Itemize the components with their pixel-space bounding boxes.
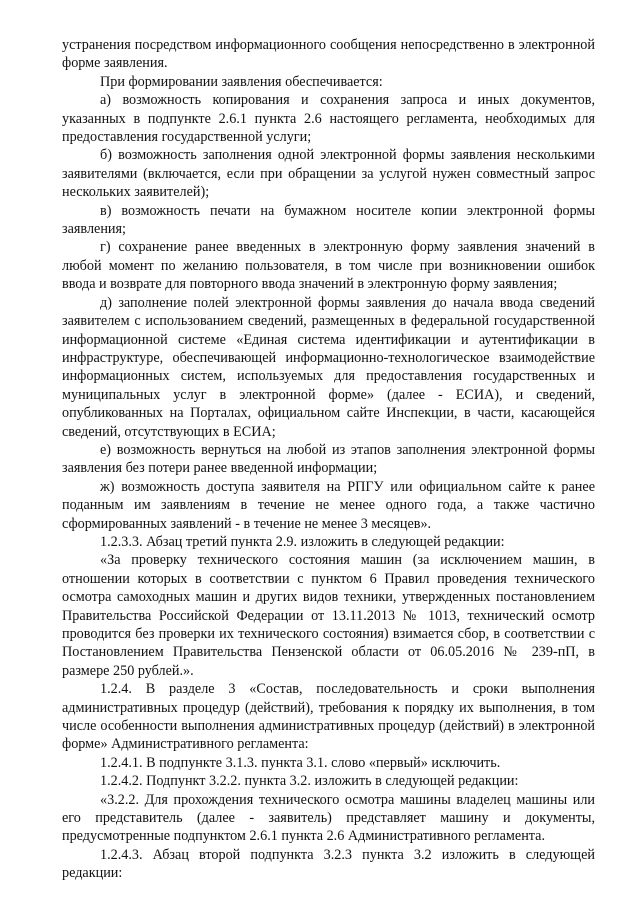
paragraph-continuation: устранения посредством информационного сообщения непосредственно в электронной форме заявления.	[62, 37, 595, 72]
list-item-b: б) возможность заполнения одной электронной формы заявления несколькими заявителями (включается, если при обращении за услугой нужен совместный запрос нескольких заявителей);	[62, 147, 595, 201]
document-body	[62, 36, 595, 883]
clause-1-2-3-3: 1.2.3.3. Абзац третий пункта 2.9. изложить в следующей редакции:	[100, 533, 505, 550]
list-item-zh: ж) возможность доступа заявителя на РПГУ или официальном сайте к ранее поданным им заявлениям в течение не менее одного года, а также частично сформированных заявлений - в течение не менее 3 месяцев».	[62, 478, 595, 532]
clause-1-2-4: 1.2.4. В разделе 3 «Состав, последовательность и сроки выполнения административных процедур (действий), требования к порядку их выполнения, в том числе особенности выполнения административных процедур (действий) в электронной форме» Административного регламента:	[62, 681, 595, 753]
list-item-d: д) заполнение полей электронной формы заявления до начала ввода сведений заявителем с использованием сведений, размещенных в федеральной государственной информационной системе «Единая система идентификации и аутентификации в инфраструктуре, обеспечивающей информационно-технологическое взаимодействие информационных систем, используемых для предоставления государственных и муниципальных услуг в электронной форме» (далее - ЕСИА), и сведений, опубликованных на Порталах, официальном сайте Инспекции, в части, касающейся сведений, отсутствующих в ЕСИА;	[62, 294, 595, 440]
clause-1-2-4-1: 1.2.4.1. В подпункте 3.1.3. пункта 3.1. слово «первый» исключить.	[100, 754, 501, 771]
list-item-v: в) возможность печати на бумажном носителе копии электронной формы заявления;	[62, 202, 595, 238]
clause-1-2-4-2: 1.2.4.2. Подпункт 3.2.2. пункта 3.2. изложить в следующей редакции:	[100, 773, 519, 790]
clause-1-2-4-3: 1.2.4.3. Абзац второй подпункта 3.2.3 пункта 3.2 изложить в следующей редакции:	[62, 846, 595, 882]
quoted-fee-text: «За проверку технического состояния машин (за исключением машин, в отношении которых в соответствии с пунктом 6 Правил проведения технического осмотра самоходных машин и других видов техники, утвержденных постановлением Правительства Российской Федерации от 13.11.2013 № 1013, технический осмотр проводится без проверки их технического состояния) взимается сбор, в соответствии с Постановлением Правительства Пензенской области от 06.05.2016 № 239-пП, в размере 250 рублей.».	[62, 552, 595, 679]
quoted-3-2-2-text: «3.2.2. Для прохождения технического осмотра машины владелец машины или его представитель (далее - заявитель) представляет машину и документы, предусмотренные подпунктом 2.6.1 пункта 2.6 Административного регламента.	[62, 791, 595, 845]
paragraph-intro: При формировании заявления обеспечивается:	[100, 73, 383, 90]
list-item-a: а) возможность копирования и сохранения запроса и иных документов, указанных в подпункте 2.6.1 пункта 2.6 настоящего регламента, необходимых для предоставления государственной услуги;	[62, 92, 595, 146]
list-item-e: е) возможность вернуться на любой из этапов заполнения электронной формы заявления без потери ранее введенной информации;	[62, 441, 595, 477]
list-item-g: г) сохранение ранее введенных в электронную форму заявления значений в любой момент по желанию пользователя, в том числе при возникновении ошибок ввода и возврате для повторного ввода значений в электронную форму заявления;	[62, 239, 595, 293]
